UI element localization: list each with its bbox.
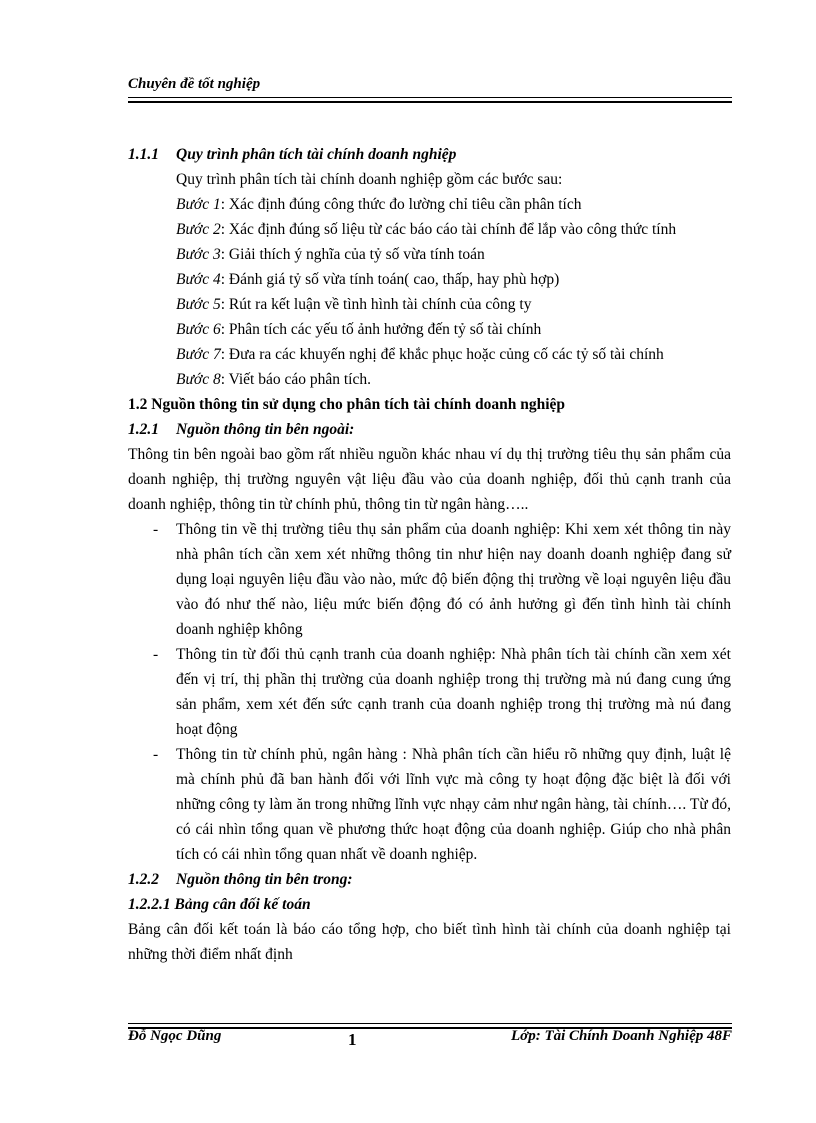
step-label: Bước 4 [176,271,221,288]
step-label: Bước 3 [176,246,221,263]
section-number: 1.2.2 [128,871,159,888]
section-heading-1-2-2 [128,867,731,892]
balance-sheet-paragraph: Bảng cân đối kết toán là báo cáo tổng hợp, cho biết tình hình tài chính của doanh nghiệp tại những thời điểm nhất định [128,921,731,963]
step-4 [128,267,731,292]
list-item [128,517,731,642]
list-item-text: Thông tin về thị trường tiêu thụ sản phẩm của doanh nghiệp: Khi xem xét thông tin này nhà phân tích cần xem xét những thông tin như hiện nay doanh doanh nghiệp đang sử dụng loại nguyên liệu đầu vào nào, mức độ biến động thị trường về loại nguyên liệu đầu vào đó như thế nào, liệu mức biến động đó có ảnh hưởng gì đến tình hình tài chính doanh nghiệp không [176,521,731,638]
section-number: 1.1.1 [128,146,159,163]
step-5 [128,292,731,317]
dash-bullet: - [153,646,159,663]
page-body [128,142,731,967]
steps-intro: Quy trình phân tích tài chính doanh nghiệp gồm các bước sau: [176,171,563,188]
list-item-text: Thông tin từ đối thủ cạnh tranh của doanh nghiệp: Nhà phân tích tài chính cần xem xét đến vị trí, thị phần thị trường của doanh nghiệp trong thị trường mà nú đang cung ứng sản phẩm, xem xét đến sức cạnh tranh của doanh nghiệp trong thị trường mà nú đang hoạt động [176,646,731,738]
step-6 [128,317,731,342]
step-label: Bước 2 [176,221,221,238]
dash-bullet: - [153,521,159,538]
step-text: : Giải thích ý nghĩa của tỷ số vừa tính toán [220,246,485,263]
class-name: Lớp: Tài Chính Doanh Nghiệp 48F [510,1028,732,1044]
section-heading-1-2: 1.2 Nguồn thông tin sử dụng cho phân tích tài chính doanh nghiệp [128,396,565,413]
external-info-paragraph: Thông tin bên ngoài bao gồm rất nhiều nguồn khác nhau ví dụ thị trường tiêu thụ sản phẩm của doanh nghiệp, thị trường nguyên vật liệu đầu vào của doanh nghiệp, đối thủ cạnh tranh của doanh nghiệp, thông tin từ chính phủ, thông tin từ ngân hàng….. [128,446,731,513]
external-info-list [128,517,731,867]
author-name: Đỗ Ngọc Dũng [128,1028,222,1044]
section-title: Quy trình phân tích tài chính doanh nghiệp [176,146,457,163]
step-2 [128,217,731,242]
section-title: Nguồn thông tin bên trong: [176,871,353,888]
step-label: Bước 7 [176,346,221,363]
step-3 [128,242,731,267]
running-header: Chuyên đề tốt nghiệp [128,76,261,92]
section-number: 1.2.1 [128,421,159,438]
step-label: Bước 8 [176,371,221,388]
list-item-text: Thông tin từ chính phủ, ngân hàng : Nhà phân tích cần hiểu rõ những quy định, luật lệ mà chính phủ đã ban hành đối với lĩnh vực mà công ty hoạt động đặc biệt là đối với những công ty làm ăn trong những lĩnh vực nhạy cảm như ngân hàng, tài chính…. Từ đó, có cái nhìn tổng quan về phương thức hoạt động của doanh nghiệp. Giúp cho nhà phân tích có cái nhìn tổng quan nhất về doanh nghiệp. [176,746,731,863]
step-text: : Xác định đúng công thức đo lường chỉ tiêu cần phân tích [220,196,582,213]
page-number: 1 [348,1030,357,1049]
step-text: : Rút ra kết luận về tình hình tài chính của công ty [220,296,532,313]
step-8 [128,367,731,392]
step-1 [128,192,731,217]
step-label: Bước 6 [176,321,221,338]
header-rule [128,97,732,103]
step-text: : Đánh giá tỷ số vừa tính toán( cao, thấp, hay phù hợp) [220,271,560,288]
list-item [128,642,731,742]
section-title: Nguồn thông tin bên ngoài: [176,421,355,438]
step-label: Bước 5 [176,296,221,313]
dash-bullet: - [153,746,159,763]
step-label: Bước 1 [176,196,221,213]
step-text: : Đưa ra các khuyến nghị để khắc phục hoặc củng cố các tỷ số tài chính [220,346,664,363]
list-item [128,742,731,867]
step-text: : Viết báo cáo phân tích. [220,371,371,388]
section-heading-1-1-1 [128,142,731,167]
section-heading-1-2-2-1: 1.2.2.1 Bảng cân đối kế toán [128,896,311,913]
section-heading-1-2-1 [128,417,731,442]
step-7 [128,342,731,367]
step-text: : Phân tích các yếu tố ảnh hưởng đến tỷ số tài chính [220,321,542,338]
step-text: : Xác định đúng số liệu từ các báo cáo tài chính để lắp vào công thức tính [220,221,677,238]
